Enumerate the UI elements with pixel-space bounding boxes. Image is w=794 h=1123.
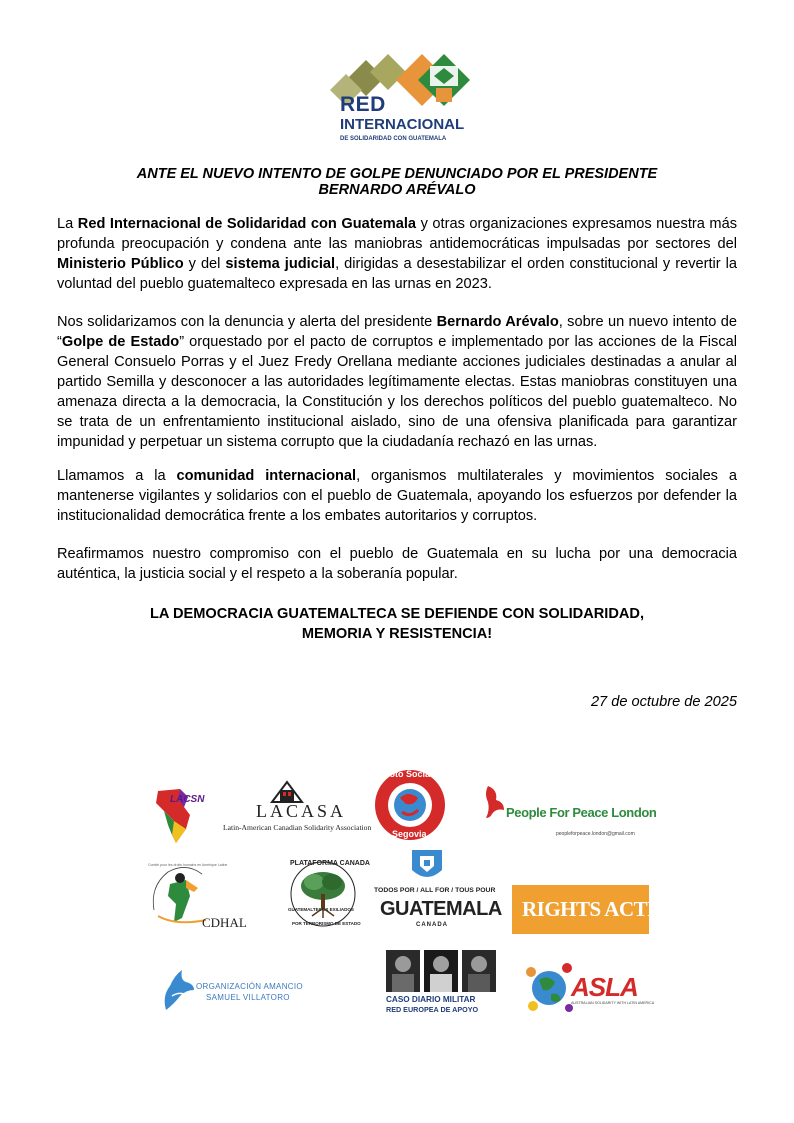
paragraph-1 — [57, 214, 737, 294]
lacasa-subtitle-text: Latin-American Canadian Solidarity Association — [223, 823, 372, 832]
p2-bold-golpe-de-estado: Golpe de Estado — [61, 334, 180, 350]
rights-action-text: RIGHTS ACTION — [522, 897, 686, 921]
slogan — [57, 604, 737, 644]
caso-diario-militar-logo — [384, 948, 500, 1014]
asla-name-text: ASLA — [571, 972, 638, 1002]
asla-subtitle-text: AUSTRALIAN SOLIDARITY WITH LATIN AMERICA — [571, 1001, 655, 1005]
people-for-peace-logo — [484, 784, 657, 840]
people-for-peace-email: peopleforpeace.london@gmail.com — [556, 831, 635, 837]
lacsn-logo — [150, 785, 205, 847]
document-date: 27 de octubre de 2025 — [590, 694, 737, 710]
plataforma-canada-logo — [284, 858, 370, 934]
tpg-guatemala-text: GUATEMALA — [380, 898, 502, 920]
logo-text-red: RED — [340, 93, 386, 116]
p3-text-2: , organismos multilaterales y movimientos sociales a mantenerse vigilantes y solidarios con el pueblo de Guatemala, apoyando los esfuerzos por defender la institucionalidad democrática frente a los embates autoritarios y corruptos. — [57, 468, 737, 524]
p1-text-4: , dirigidas a desestabilizar el orden constitucional y revertir la voluntad del pueblo guatemalteco expresada en las urnas en 2023. — [57, 256, 737, 292]
p1-text-2: y otras organizaciones expresamos nuestra más profunda preocupación y condena ante las maniobras antidemocráticas impulsadas por sectores del — [57, 216, 737, 252]
p4-text-1: Reafirmamos nuestro compromiso con el pueblo de Guatemala en su lucha por una democracia auténtica, la justicia social y el respeto a la soberanía popular. — [57, 546, 737, 582]
p1-bold-sistema-judicial: sistema judicial — [225, 256, 336, 272]
paragraph-4 — [57, 544, 737, 584]
p2-text-1: Nos solidarizamos con la denuncia y alerta del presidente — [57, 314, 437, 330]
cdhal-figure-icon — [146, 862, 210, 932]
plataforma-top-text: PLATAFORMA CANADA — [290, 860, 370, 867]
lacsn-text: LACSN — [170, 794, 205, 805]
oasv-line-1: ORGANIZACIÓN AMANCIO — [196, 982, 303, 991]
cdhal-logo — [146, 862, 260, 932]
red-internacional-logo — [318, 50, 476, 148]
rights-action-logo — [512, 885, 686, 934]
dove-icon — [484, 784, 506, 820]
oasv-logo — [160, 966, 320, 1012]
p2-bold-bernardo-arevalo: Bernardo Arévalo — [436, 314, 559, 330]
p1-bold-ministerio-publico: Ministerio Público — [57, 256, 184, 272]
p3-text-1: Llamamos a la — [57, 468, 177, 484]
paragraph-3 — [57, 466, 737, 526]
portraits-icon — [384, 948, 500, 994]
tpg-shield-icon — [374, 848, 480, 886]
logo-text-subtitle: DE SOLIDARIDAD CON GUATEMALA — [340, 136, 447, 142]
foto-social-segovia-logo — [372, 768, 448, 842]
tpg-top-text: TODOS POR / ALL FOR / TOUS POUR — [374, 887, 496, 894]
document-title — [57, 166, 737, 198]
p1-text-1: La — [57, 216, 78, 232]
p2-text-2: , sobre un nuevo intento de “ — [57, 314, 737, 350]
cdm-line-1: CASO DIARIO MILITAR — [386, 995, 476, 1004]
hand-dove-icon — [160, 966, 196, 1012]
cdhal-name-text: CDHAL — [202, 915, 247, 930]
title-line-1: ANTE EL NUEVO INTENTO DE GOLPE DENUNCIADO POR EL PRESIDENTE — [136, 166, 658, 182]
slogan-line-1: LA DEMOCRACIA GUATEMALTECA SE DEFIENDE CON SOLIDARIDAD, — [149, 606, 645, 622]
paragraph-2 — [57, 312, 737, 452]
oasv-line-2: SAMUEL VILLATORO — [206, 993, 290, 1002]
p1-bold-red-internacional: Red Internacional de Solidaridad con Guatemala — [77, 216, 417, 232]
plataforma-mid-text: GUATEMALTECOS EXILIADOS — [288, 907, 354, 912]
p3-bold-comunidad-internacional: comunidad internacional — [176, 468, 357, 484]
asla-logo — [525, 958, 655, 1016]
globe-hands-icon — [525, 958, 575, 1016]
p1-text-3: y del — [183, 256, 226, 272]
todos-por-guatemala-logo — [374, 848, 502, 936]
p2-text-3: ” orquestado por el pacto de corruptos e implementado por las acciones de la Fiscal General Consuelo Porras y el Juez Fredy Orellana mediante acciones judiciales destinadas a anular al partido Semilla y desconocer a las autoridades legítimamente electas. Estas maniobras constituyen una amenaza directa a la democracia, la Constitución y los derechos políticos del pueblo guatemalteco. No se trata de un enfrentamiento institucional aislado, sino de una ofensiva planificada para garantizar impunidad y perpetuar un sistema corrupto que la ciudadanía rechazó en las urnas. — [57, 334, 737, 450]
tpg-canada-text: CANADA — [416, 922, 448, 928]
lacasa-logo — [222, 778, 372, 838]
slogan-line-2: MEMORIA Y RESISTENCIA! — [301, 626, 493, 642]
cdhal-arc-text: Comité pour les droits humains en Amérique Latine — [148, 863, 228, 867]
plataforma-bottom-text: POR TERRORISMO DE ESTADO — [292, 921, 361, 926]
foto-social-top-text: Foto Social — [384, 769, 433, 779]
cdm-line-2: RED EUROPEA DE APOYO — [386, 1005, 479, 1014]
foto-social-bottom-text: Segovia — [392, 829, 427, 839]
logo-text-internacional: INTERNACIONAL — [340, 116, 465, 133]
title-line-2: BERNARDO ARÉVALO — [318, 182, 476, 198]
lacasa-name-text: LACASA — [256, 801, 347, 821]
people-for-peace-name: People For Peace London — [506, 805, 657, 820]
